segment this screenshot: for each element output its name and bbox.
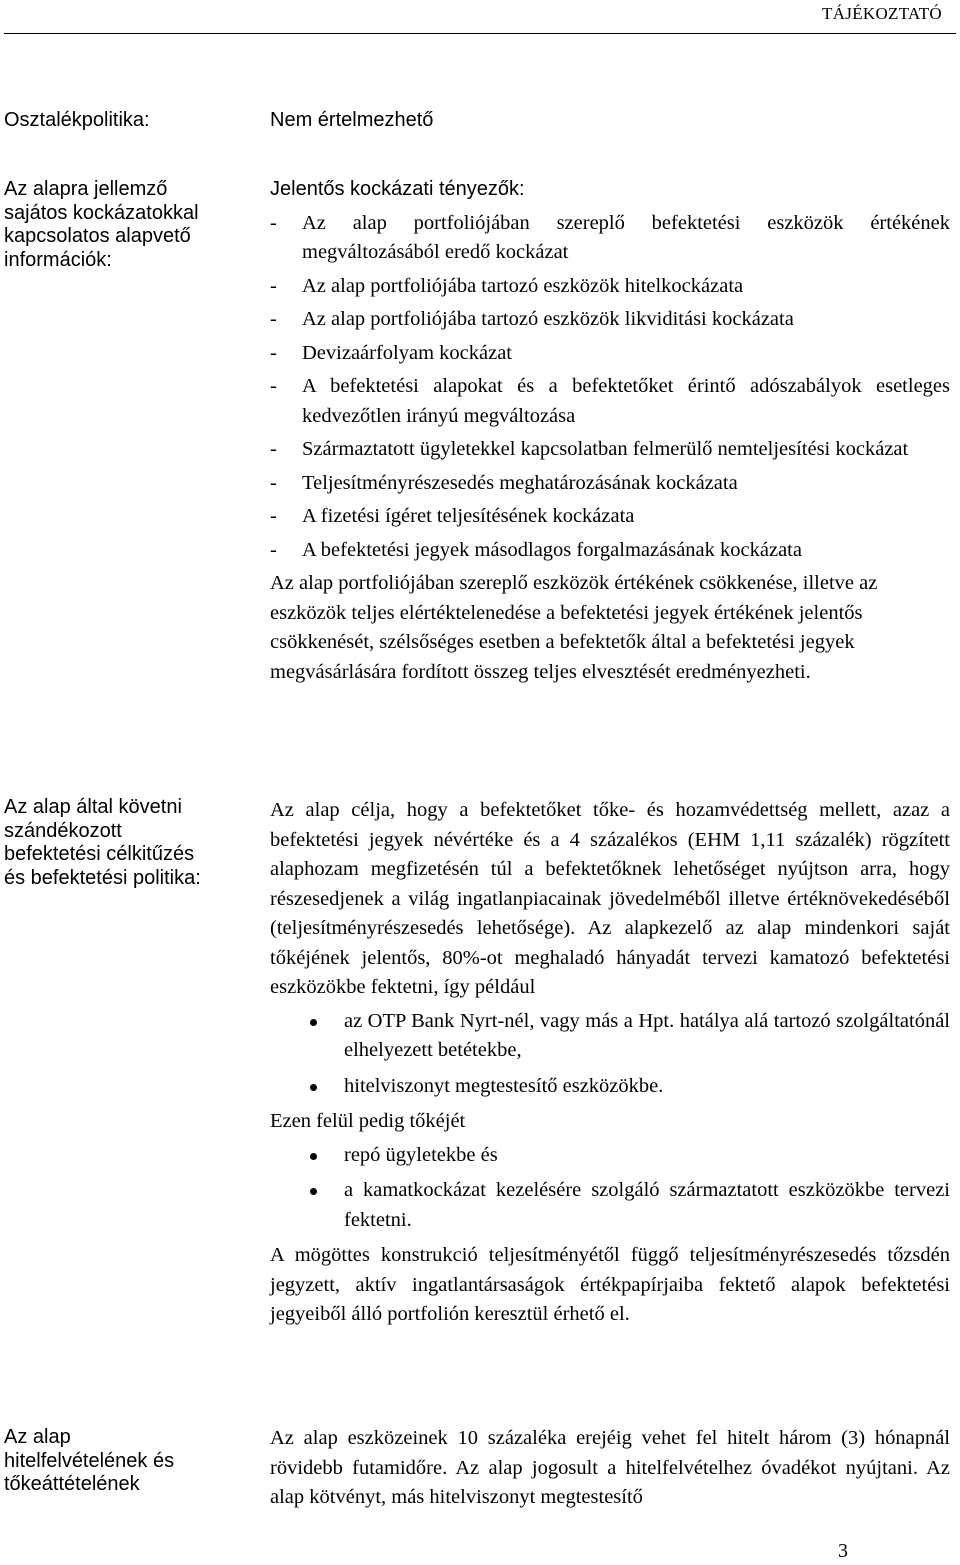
policy-label xyxy=(4,796,242,890)
policy-bullets-deposit xyxy=(270,1007,950,1102)
credit-label-line: hitelfelvételének és xyxy=(4,1449,175,1472)
risk-label-line: sajátos kockázatokkal xyxy=(4,201,199,224)
dividend-label-text: Osztalékpolitika: xyxy=(4,109,150,131)
policy-content xyxy=(270,796,950,1330)
document-header-title: TÁJÉKOZTATÓ xyxy=(822,4,942,23)
dividend-label xyxy=(4,109,242,133)
dividend-content xyxy=(270,106,950,136)
risk-label xyxy=(4,178,242,272)
risk-heading: Jelentős kockázati tényezők: xyxy=(270,178,525,200)
policy-label-line: Az alap által követni xyxy=(4,796,182,818)
risk-item: - A fizetési ígéret teljesítésének kockázata xyxy=(270,505,635,527)
credit-text: Az alap eszközeinek 10 százaléka erejéig vehet fel hitelt három (3) hónapnál rövidebb futamidőre. Az alap jogosult a hitelfelvételhez óvadékot nyújtani. Az alap kötvényt, más hitelviszonyt megtestesítő xyxy=(270,1427,950,1508)
risk-item: - A befektetési alapokat és a befektetőket érintő adószabályok esetleges kedvezőtlen irányú megváltozása xyxy=(270,375,950,427)
policy-bullet-item: hitelviszonyt megtestesítő eszközökbe. xyxy=(270,1072,950,1102)
credit-content xyxy=(270,1424,950,1513)
policy-bullet-item: az OTP Bank Nyrt-nél, vagy más a Hpt. hatálya alá tartozó szolgáltatónál elhelyezett betétekbe, xyxy=(270,1007,950,1066)
risk-item: - Az alap portfoliójába tartozó eszközök hitelkockázata xyxy=(270,274,744,297)
policy-intro: Az alap célja, hogy a befektetőket tőke- és hozamvédettség mellett, azaz a befektetési jegyek névértéke és a 4 százalékos (EHM 1,11 százalék) rögzített alaphozam megfizetésén túl a befektetőknek lehetőséget nyújtson arra, hogy részesedjenek a világ ingatlanpiacainak jövedelméből illetve értéknövekedéséből (teljesítményrészesedés lehetősége). Az alapkezelő az alap mindenkori saját tőkéjének jelentős, 80%-ot meghaladó hányadát tervezi kamatozó befektetési eszközökbe fektetni, így például xyxy=(270,799,950,998)
policy-label-line: szándékozott xyxy=(4,819,122,842)
bullet-icon xyxy=(310,1019,317,1026)
dividend-text: Nem értelmezhető xyxy=(270,109,434,131)
risk-label-line: kapcsolatos alapvető xyxy=(4,225,191,247)
policy-label-line: befektetési célkitűzés xyxy=(4,843,195,865)
policy-bullets-derivatives xyxy=(270,1141,950,1236)
risk-label-line: Az alapra jellemző xyxy=(4,178,168,200)
bullet-icon xyxy=(310,1188,317,1195)
risk-content xyxy=(270,175,950,687)
risk-item: - Devizaárfolyam kockázat xyxy=(270,341,513,364)
risk-item: - Az alap portfoliójában szereplő befektetési eszközök értékének megváltozásából eredő kockázat xyxy=(270,211,950,263)
risk-list xyxy=(270,209,950,566)
risk-item: - Származtatott ügyletekkel kapcsolatban felmerülő nemteljesítési kockázat xyxy=(270,438,909,460)
credit-label-line: Az alap xyxy=(4,1426,71,1448)
header-divider xyxy=(4,33,956,34)
bullet-icon xyxy=(310,1084,317,1091)
policy-middle: Ezen felül pedig tőkéjét xyxy=(270,1110,466,1132)
bullet-icon xyxy=(310,1153,317,1160)
credit-label xyxy=(4,1426,242,1497)
policy-closing: A mögöttes konstrukció teljesítményétől függő teljesítményrészesedés tőzsdén jegyzett, aktív ingatlantársaságok értékpapírjaiba fektető alapok befektetési jegyeiből álló portfolión keresztül érhető el. xyxy=(270,1244,950,1325)
risk-label-line: információk: xyxy=(4,248,112,271)
page-number: 3 xyxy=(838,1540,848,1562)
policy-label-line: és befektetési politika: xyxy=(4,866,201,889)
policy-bullet-item: a kamatkockázat kezelésére szolgáló származtatott eszközökbe tervezi fektetni. xyxy=(270,1176,950,1235)
risk-closing: Az alap portfoliójában szereplő eszközök értékének csökkenése, illetve az eszközök teljes elértéktelenedése a befektetési jegyek értékének jelentős csökkenését, szélsőséges esetben a befektetők által a befektetési jegyek megvásárlására fordított összeg teljes elvesztését eredményezheti. xyxy=(270,572,878,683)
risk-item: - Az alap portfoliójába tartozó eszközök likviditási kockázata xyxy=(270,308,794,330)
credit-label-line: tőkeáttételének xyxy=(4,1473,140,1495)
risk-item: - A befektetési jegyek másodlagos forgalmazásának kockázata xyxy=(270,538,802,561)
policy-bullet-item: repó ügyletekbe és xyxy=(270,1141,950,1171)
risk-item: - Teljesítményrészesedés meghatározásának kockázata xyxy=(270,471,738,494)
